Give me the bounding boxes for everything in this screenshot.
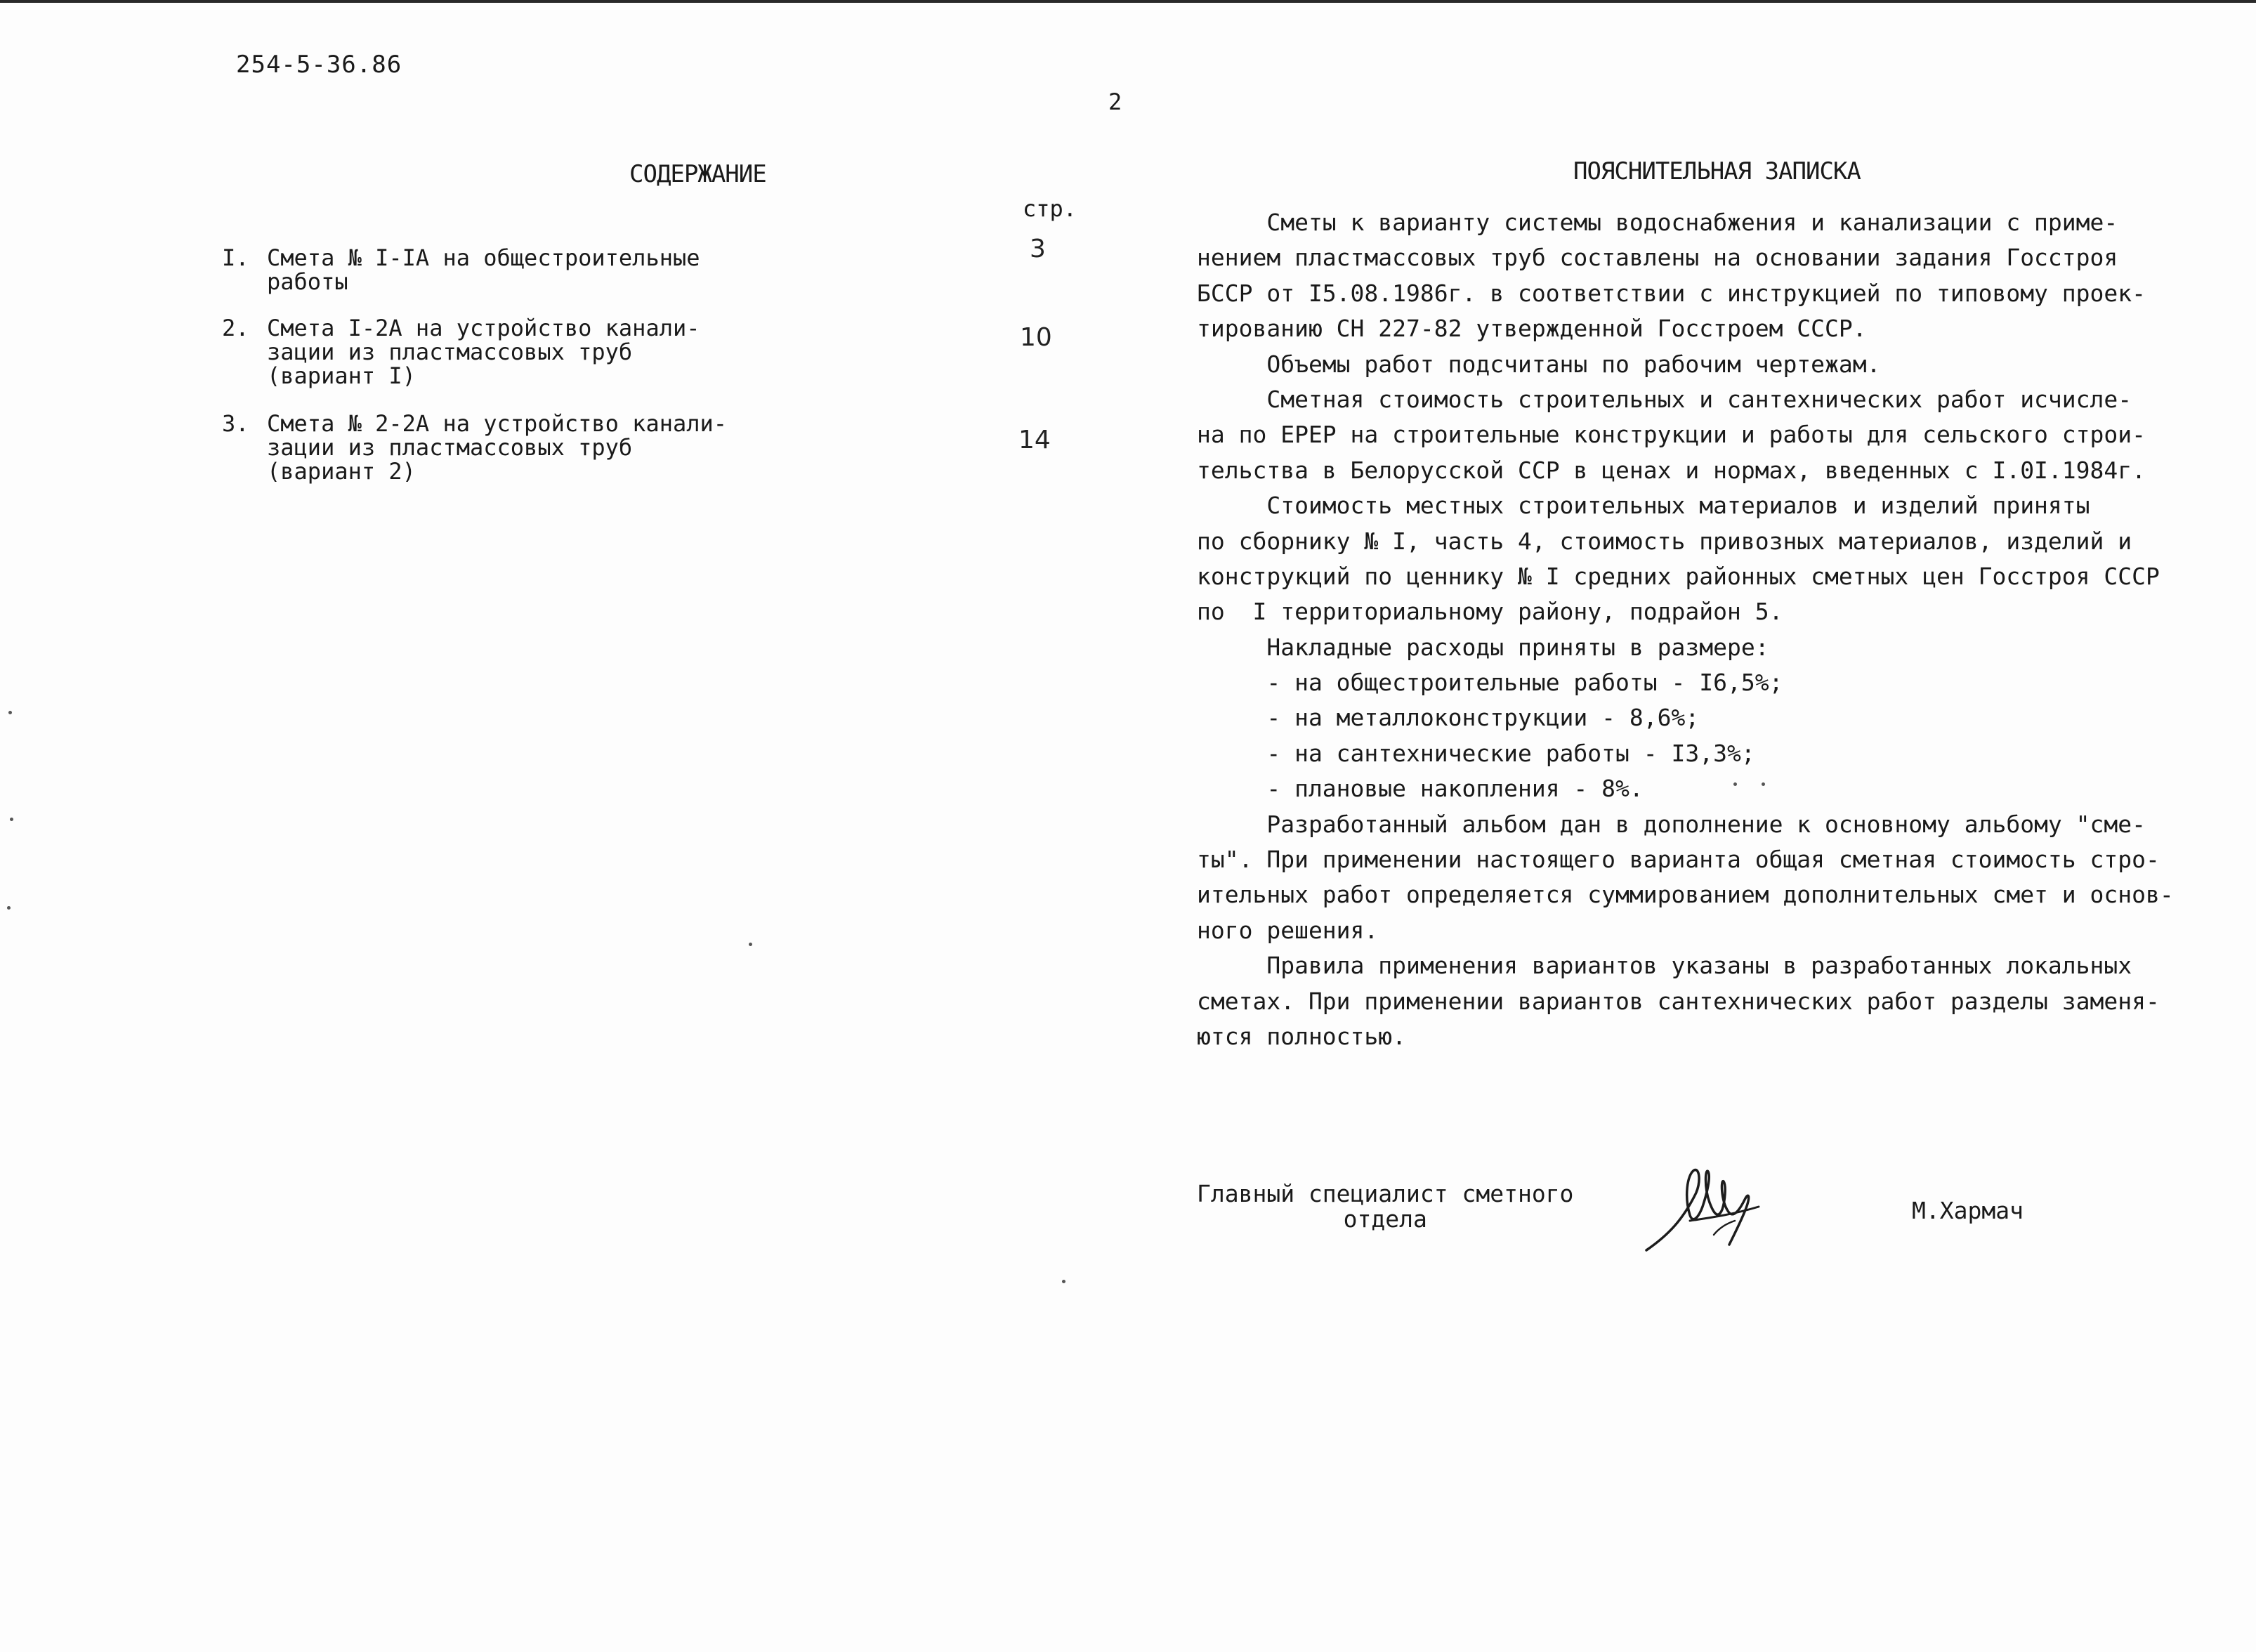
contents-item-number: 2. [222, 315, 249, 341]
contents-item-page: 10 [1020, 323, 1052, 352]
scan-top-edge [0, 0, 2256, 3]
scan-speck [1062, 1280, 1065, 1283]
note-line: ются полностью. [1197, 1022, 1407, 1050]
note-line: - на общестроительные работы - I6,5%; [1197, 669, 1783, 697]
contents-item-page: 3 [1030, 235, 1046, 263]
scan-speck [1733, 782, 1737, 786]
note-line: Правила применения вариантов указаны в разработанных локальных [1197, 952, 2132, 980]
contents-title: СОДЕРЖАНИЕ [629, 160, 766, 188]
page-number: 2 [1108, 88, 1122, 115]
scan-speck [1762, 782, 1765, 786]
scan-speck [749, 943, 752, 946]
note-line: - на сантехнические работы - I3,3%; [1197, 739, 1755, 767]
contents-item-text: Смета № 2-2A на устройство канали- зации из пластмассовых труб (вариант 2) [267, 410, 728, 485]
note-line: БССР от I5.08.1986г. в соответствии с инструкцией по типовому проек- [1197, 279, 2146, 307]
note-line: ительных работ определяется суммированием дополнительных смет и основ- [1197, 881, 2174, 909]
scan-speck [10, 818, 13, 821]
contents-item-text: Смета I-2A на устройство канали- зации из пластмассовых труб (вариант I) [267, 315, 700, 389]
note-line: Объемы работ подсчитаны по рабочим чертежам. [1197, 350, 1881, 378]
signatory-name: М.Хармач [1912, 1197, 2024, 1224]
contents-item-number: I. [222, 244, 249, 271]
note-line: сметах. При применении вариантов сантехнических работ разделы заменя- [1197, 987, 2160, 1015]
note-line: нением пластмассовых труб составлены на основании задания Госстроя [1197, 244, 2118, 272]
note-line: - плановые накопления - 8%. [1197, 775, 1644, 803]
note-line: тельства в Белорусской ССР в ценах и нормах, введенных с I.0I.1984г. [1197, 456, 2146, 484]
note-line: ного решения. [1197, 916, 1379, 944]
note-line: Разработанный альбом дан в дополнение к основному альбому "сме- [1197, 810, 2146, 838]
note-line: по I территориальному району, подрайон 5. [1197, 598, 1783, 626]
note-line: на по ЕРЕР на строительные конструкции и работы для сельского строи- [1197, 421, 2146, 449]
document-code: 254-5-36.86 [236, 51, 402, 79]
note-line: по сборнику № I, часть 4, стоимость привозных материалов, изделий и [1197, 527, 2132, 555]
note-line: Сметная стоимость строительных и сантехнических работ исчисле- [1197, 385, 2132, 413]
explanatory-note-body [1197, 205, 2222, 1054]
note-line: Сметы к варианту системы водоснабжения и канализации с приме- [1197, 209, 2118, 236]
handwritten-signature [1641, 1150, 1767, 1256]
note-line: ты". При применении настоящего варианта общая сметная стоимость стро- [1197, 846, 2160, 874]
note-line: - на металлоконструкции - 8,6%; [1197, 704, 1700, 732]
note-line: Стоимость местных строительных материалов и изделий приняты [1197, 492, 2090, 520]
note-line: конструкций по ценнику № I средних районных сметных цен Госстроя СССР [1197, 562, 2160, 590]
contents-page-header: стр. [1023, 195, 1077, 222]
note-line: Накладные расходы приняты в размере: [1197, 633, 1769, 661]
scan-speck [7, 906, 11, 910]
contents-item-page: 14 [1018, 426, 1051, 454]
contents-item-text: Смета № I-IA на общестроительные работы [267, 244, 700, 295]
contents-item [222, 246, 700, 294]
scan-speck [8, 711, 12, 714]
contents-item [222, 316, 700, 388]
contents-item [222, 412, 727, 483]
signatory-position: Главный специалист сметного отдела [1197, 1180, 1574, 1233]
note-line: тированию СН 227-82 утвержденной Госстроем СССР. [1197, 315, 1867, 343]
contents-item-number: 3. [222, 410, 249, 437]
explanatory-note-title: ПОЯСНИТЕЛЬНАЯ ЗАПИСКА [1573, 157, 1861, 185]
